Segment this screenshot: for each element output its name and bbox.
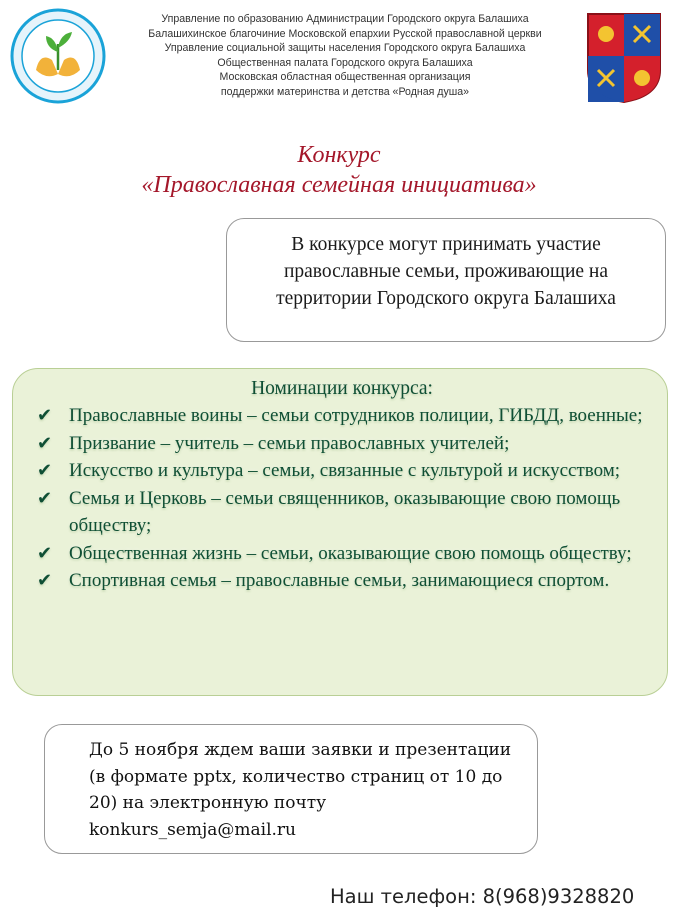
nomination-text: Спортивная семья – православные семьи, занимающиеся спортом. (69, 570, 610, 591)
nomination-text: Искусство и культура – семьи, связанные с культурой и искусством; (69, 460, 621, 481)
hands-sprout-icon (10, 8, 106, 104)
organizer-line: Управление по образованию Администрации Городского округа Балашиха (161, 13, 529, 25)
organization-logo (10, 8, 106, 104)
checkmark-icon: ✔ (37, 460, 53, 480)
contest-title (0, 140, 678, 200)
nominations-box (12, 368, 668, 696)
nominations-heading: Номинации конкурса: (251, 378, 433, 399)
nomination-item (37, 402, 647, 430)
organizer-line: Общественная палата Городского округа Балашиха (217, 56, 473, 69)
organizer-line: Московская областная общественная организация (219, 71, 471, 84)
checkmark-icon: ✔ (37, 542, 53, 563)
organizers-header (106, 12, 584, 100)
nomination-item (37, 485, 647, 540)
nominations-list (37, 402, 647, 595)
nomination-item (37, 567, 647, 595)
title-contest: Конкурс (297, 142, 381, 168)
checkmark-icon: ✔ (37, 432, 53, 453)
title-contest-name: «Православная семейная инициатива» (141, 172, 537, 198)
deadline-box (44, 724, 538, 854)
participants-text: В конкурсе могут принимать участие православные семьи, проживающие на территории Городского округа Балашиха (276, 234, 616, 309)
organizer-line: Балашихинское благочиние Московской епархии Русской православной церкви (148, 27, 542, 40)
nomination-item (37, 457, 647, 485)
contact-phone: Наш телефон: 8(968)9328820 (330, 885, 635, 908)
coat-of-arms (586, 12, 662, 104)
checkmark-icon: ✔ (37, 570, 53, 590)
nomination-item (37, 540, 647, 568)
nomination-item (37, 430, 647, 458)
organizer-line: Управление социальной защиты населения Городского округа Балашиха (164, 42, 526, 55)
organizer-line: поддержки материнства и детства «Родная душа» (220, 85, 470, 98)
coat-of-arms-icon (586, 12, 662, 104)
nomination-text: Православные воины – семьи сотрудников полиции, ГИБДД, военные; (69, 405, 643, 426)
nomination-text: Общественная жизнь – семьи, оказывающие свою помощь обществу; (69, 542, 632, 564)
nomination-text: Призвание – учитель – семьи православных учителей; (69, 432, 510, 454)
checkmark-icon: ✔ (37, 487, 53, 508)
nomination-text: Семья и Церковь – семьи священников, оказывающие свою помощь обществу; (69, 487, 621, 536)
deadline-text: До 5 ноября ждем ваши заявки и презентации (в формате pptx, количество страниц от 10 до 20) на электронную почту konkurs_semja@mail.ru (89, 740, 512, 840)
checkmark-icon: ✔ (37, 405, 53, 425)
participants-box (226, 218, 666, 342)
